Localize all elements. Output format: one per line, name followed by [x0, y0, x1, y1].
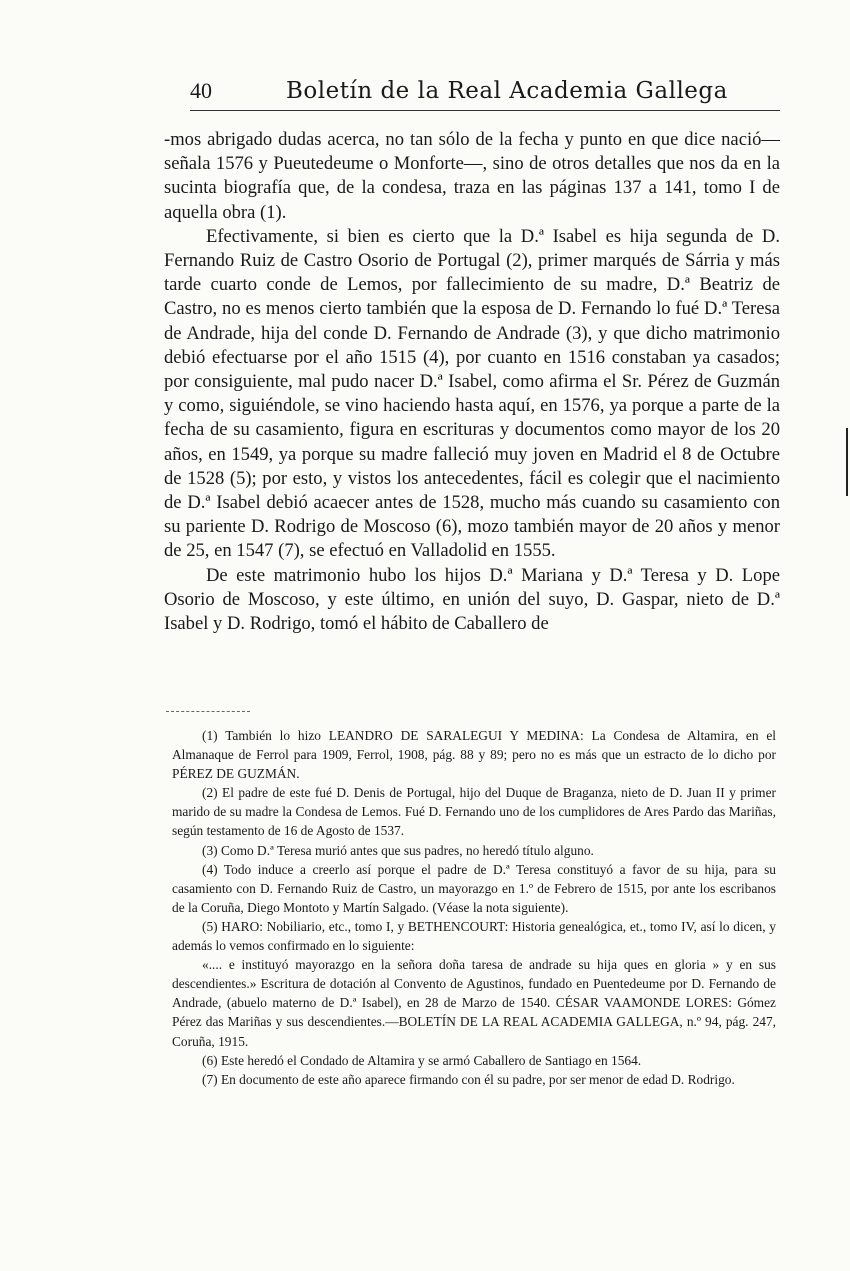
margin-mark [846, 428, 848, 496]
footnote: (2) El padre de este fué D. Denis de Portugal, hijo del Duque de Braganza, nieto de D. Juan II y primer marido de su madre la Condesa de Lemos. Fué D. Fernando uno de los cumplidores de Ares Pardo das Mariñas, según testamento de 16 de Agosto de 1537. [172, 785, 776, 839]
footnotes [172, 726, 776, 1089]
footnote: (3) Como D.ª Teresa murió antes que sus padres, no heredó título alguno. [202, 842, 594, 858]
paragraph: Efectivamente, si bien es cierto que la D.ª Isabel es hija segunda de D. Fernando Ruiz de Castro Osorio de Portugal (2), primer marqués de Sárria y más tarde cuarto conde de Lemos, por fallecimiento de su madre, D.ª Beatriz de Castro, no es menos cierto también que la esposa de D. Fernando lo fué D.ª Teresa de Andrade, hija del conde D. Fernando de Andrade (3), y que dicho matrimonio debió efectuarse por el año 1515 (4), por cuanto en 1516 constaban ya casados; por consiguiente, mal pudo nacer D.ª Isabel, como afirma el Sr. Pérez de Guzmán y como, siguiéndole, se vino haciendo hasta aquí, en 1576, ya porque a parte de la fecha de su casamiento, figura en escrituras y documentos como mayor de los 20 años, en 1549, ya porque su madre falleció muy joven en Madrid el 8 de Octubre de 1528 (5); por esto, y vistos los antecedentes, fácil es colegir que el nacimiento de D.ª Isabel debió acaecer antes de 1528, mucho más cuando su casamiento con su pariente D. Rodrigo de Moscoso (6), mozo también mayor de 20 años y menor de 25, en 1547 (7), se efectuó en Valladolid en 1555. [164, 225, 780, 562]
paragraph: -mos abrigado dudas acerca, no tan sólo de la fecha y punto en que dice nació—señala 1576 y Pueutedeume o Monforte—, sino de otros detalles que nos da en la sucinta biografía que, de la condesa, traza en las páginas 137 a 141, tomo I de aquella obra (1). [164, 129, 780, 223]
footnote-separator [166, 711, 250, 712]
body-text [164, 128, 780, 636]
page-header [190, 78, 780, 111]
footnote: (4) Todo induce a creerlo así porque el padre de D.ª Teresa constituyó a favor de su hija, para su casamiento con D. Fernando Ruiz de Castro, un mayorazgo en 1.º de Febrero de 1515, por ante los escribanos de la Coruña, Diego Montoto y Martín Salgado. (Véase la nota siguiente). [172, 861, 776, 915]
running-title: Boletín de la Real Academia Gallega [286, 78, 728, 104]
paragraph: De este matrimonio hubo los hijos D.ª Mariana y D.ª Teresa y D. Lope Osorio de Moscoso, y este último, en unión del suyo, D. Gaspar, nieto de D.ª Isabel y D. Rodrigo, tomó el hábito de Caballero de [164, 564, 780, 635]
page-number: 40 [190, 78, 212, 103]
footnote: (1) También lo hizo LEANDRO DE SARALEGUI Y MEDINA: La Condesa de Altamira, en el Almanaque de Ferrol para 1909, Ferrol, 1908, pág. 88 y 89; pero no es más que un estracto de lo dicho por PÉREZ DE GUZMÁN. [172, 728, 776, 782]
footnote: (7) En documento de este año aparece firmando con él su padre, por ser menor de edad D. Rodrigo. [202, 1071, 735, 1087]
footnote: (6) Este heredó el Condado de Altamira y se armó Caballero de Santiago en 1564. [202, 1052, 642, 1068]
footnote-continuation: «.... e instituyó mayorazgo en la señora doña taresa de andrade su hija ques en gloria » y en sus descendientes.» Escritura de dotación al Convento de Agustinos, fundado en Puentedeume por D. Fernando de Andrade, (abuelo materno de D.ª Isabel), en 28 de Marzo de 1540. CÉSAR VAAMONDE LORES: Gómez Pérez das Mariñas y sus descendientes.—BOLETÍN DE LA REAL ACADEMIA GALLEGA, n.º 94, pág. 247, Coruña, 1915. [172, 957, 776, 1049]
footnote: (5) HARO: Nobiliario, etc., tomo I, y BETHENCOURT: Historia genealógica, et., tomo IV, así lo dicen, y además lo vemos confirmado en lo siguiente: [172, 918, 776, 954]
